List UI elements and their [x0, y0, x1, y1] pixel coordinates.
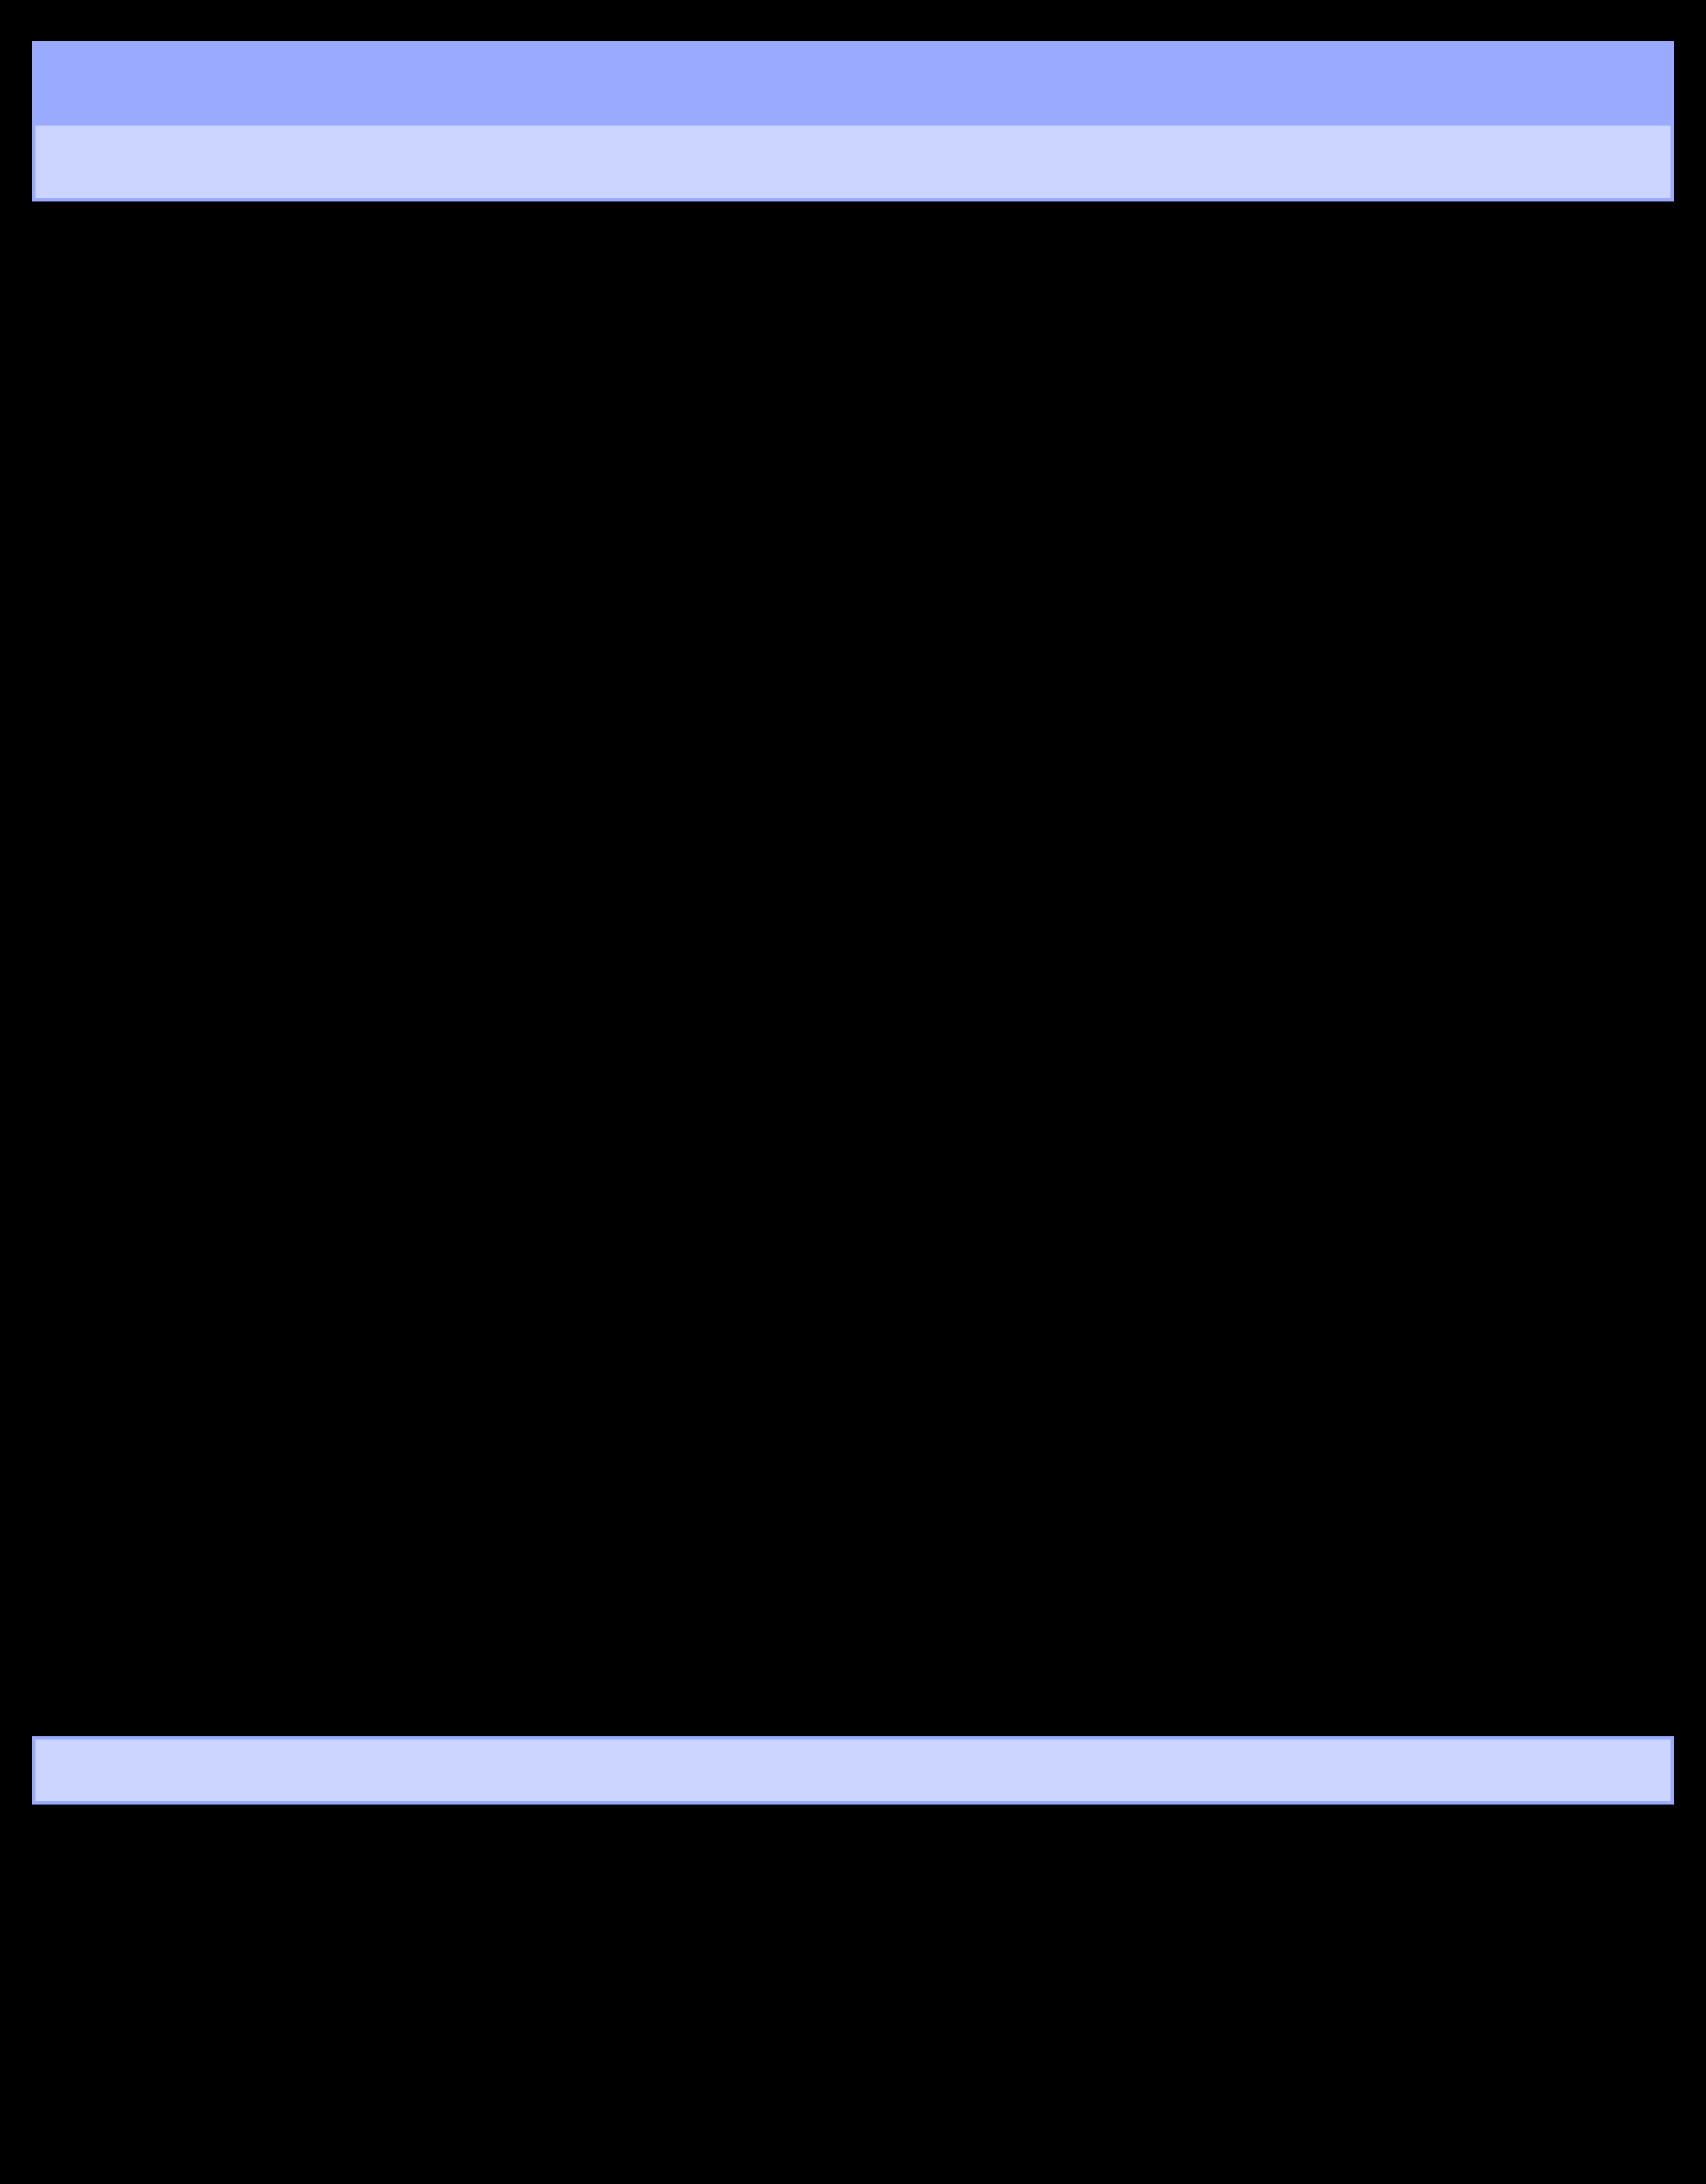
- service-comparison-table: [32, 41, 1674, 201]
- table-header-row: [35, 44, 1671, 122]
- other-services-table: [32, 1736, 1674, 1805]
- section-header-other: [35, 1740, 1671, 1801]
- section-header-tenant: [35, 122, 1671, 198]
